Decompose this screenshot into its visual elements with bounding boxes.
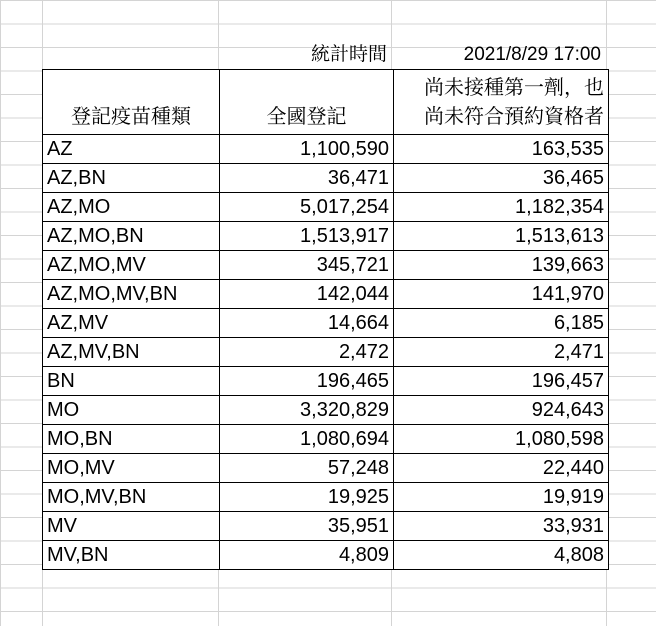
cell-vaccine-type[interactable]: AZ,MO: [43, 193, 220, 222]
cell-vaccine-type[interactable]: AZ,MO,MV: [43, 251, 220, 280]
cell-vaccine-type[interactable]: MO,MV: [43, 454, 220, 483]
cell-not-eligible[interactable]: 6,185: [394, 309, 609, 338]
cell-national[interactable]: 57,248: [220, 454, 394, 483]
table-row: [43, 193, 609, 222]
cell-national[interactable]: 3,320,829: [220, 396, 394, 425]
cell-not-eligible[interactable]: 1,182,354: [394, 193, 609, 222]
column-header-line: 尚未符合預約資格者: [424, 106, 604, 128]
table-row: [43, 541, 609, 570]
cell-not-eligible[interactable]: 1,080,598: [394, 425, 609, 454]
cell-vaccine-type[interactable]: MV,BN: [43, 541, 220, 570]
cell-not-eligible[interactable]: 2,471: [394, 338, 609, 367]
cell-vaccine-type[interactable]: MO,MV,BN: [43, 483, 220, 512]
table-row: [43, 309, 609, 338]
cell-national[interactable]: 1,080,694: [220, 425, 394, 454]
stat-time-label[interactable]: 統計時間: [310, 44, 387, 65]
cell-not-eligible[interactable]: 196,457: [394, 367, 609, 396]
table-row: [43, 396, 609, 425]
cell-not-eligible[interactable]: 19,919: [394, 483, 609, 512]
table-row: [43, 483, 609, 512]
cell-vaccine-type[interactable]: MO,BN: [43, 425, 220, 454]
cell-national[interactable]: 1,513,917: [220, 222, 394, 251]
vaccine-registration-table: [42, 69, 609, 570]
table-row: [43, 454, 609, 483]
cell-vaccine-type[interactable]: AZ,BN: [43, 164, 220, 193]
column-header-not-eligible[interactable]: [394, 70, 609, 135]
cell-national[interactable]: 5,017,254: [220, 193, 394, 222]
cell-national[interactable]: 14,664: [220, 309, 394, 338]
cell-not-eligible[interactable]: 163,535: [394, 135, 609, 164]
column-header-line: 尚未接種第一劑，也: [424, 77, 604, 99]
cell-not-eligible[interactable]: 139,663: [394, 251, 609, 280]
cell-vaccine-type[interactable]: MO: [43, 396, 220, 425]
table-row: [43, 425, 609, 454]
column-header-vaccine-type[interactable]: 登記疫苗種類: [43, 70, 220, 135]
table-row: [43, 251, 609, 280]
cell-not-eligible[interactable]: 1,513,613: [394, 222, 609, 251]
stat-time-row: [0, 41, 656, 69]
table-row: [43, 135, 609, 164]
cell-national[interactable]: 1,100,590: [220, 135, 394, 164]
stat-time-value[interactable]: 2021/8/29 17:00: [463, 44, 601, 65]
cell-national[interactable]: 4,809: [220, 541, 394, 570]
cell-vaccine-type[interactable]: MV: [43, 512, 220, 541]
cell-national[interactable]: 35,951: [220, 512, 394, 541]
cell-national[interactable]: 36,471: [220, 164, 394, 193]
cell-national[interactable]: 196,465: [220, 367, 394, 396]
table-header-row: [43, 70, 609, 135]
column-header-national[interactable]: 全國登記: [220, 70, 394, 135]
cell-national[interactable]: 19,925: [220, 483, 394, 512]
cell-national[interactable]: 2,472: [220, 338, 394, 367]
table-row: [43, 222, 609, 251]
cell-national[interactable]: 142,044: [220, 280, 394, 309]
cell-vaccine-type[interactable]: BN: [43, 367, 220, 396]
cell-not-eligible[interactable]: 36,465: [394, 164, 609, 193]
cell-not-eligible[interactable]: 22,440: [394, 454, 609, 483]
cell-vaccine-type[interactable]: AZ,MV: [43, 309, 220, 338]
table-row: [43, 280, 609, 309]
table-row: [43, 338, 609, 367]
table-row: [43, 164, 609, 193]
cell-not-eligible[interactable]: 33,931: [394, 512, 609, 541]
table-row: [43, 367, 609, 396]
cell-not-eligible[interactable]: 924,643: [394, 396, 609, 425]
cell-vaccine-type[interactable]: AZ,MV,BN: [43, 338, 220, 367]
table-row: [43, 512, 609, 541]
cell-vaccine-type[interactable]: AZ,MO,MV,BN: [43, 280, 220, 309]
cell-not-eligible[interactable]: 4,808: [394, 541, 609, 570]
table-body: [43, 135, 609, 570]
cell-vaccine-type[interactable]: AZ,MO,BN: [43, 222, 220, 251]
cell-national[interactable]: 345,721: [220, 251, 394, 280]
cell-not-eligible[interactable]: 141,970: [394, 280, 609, 309]
cell-vaccine-type[interactable]: AZ: [43, 135, 220, 164]
